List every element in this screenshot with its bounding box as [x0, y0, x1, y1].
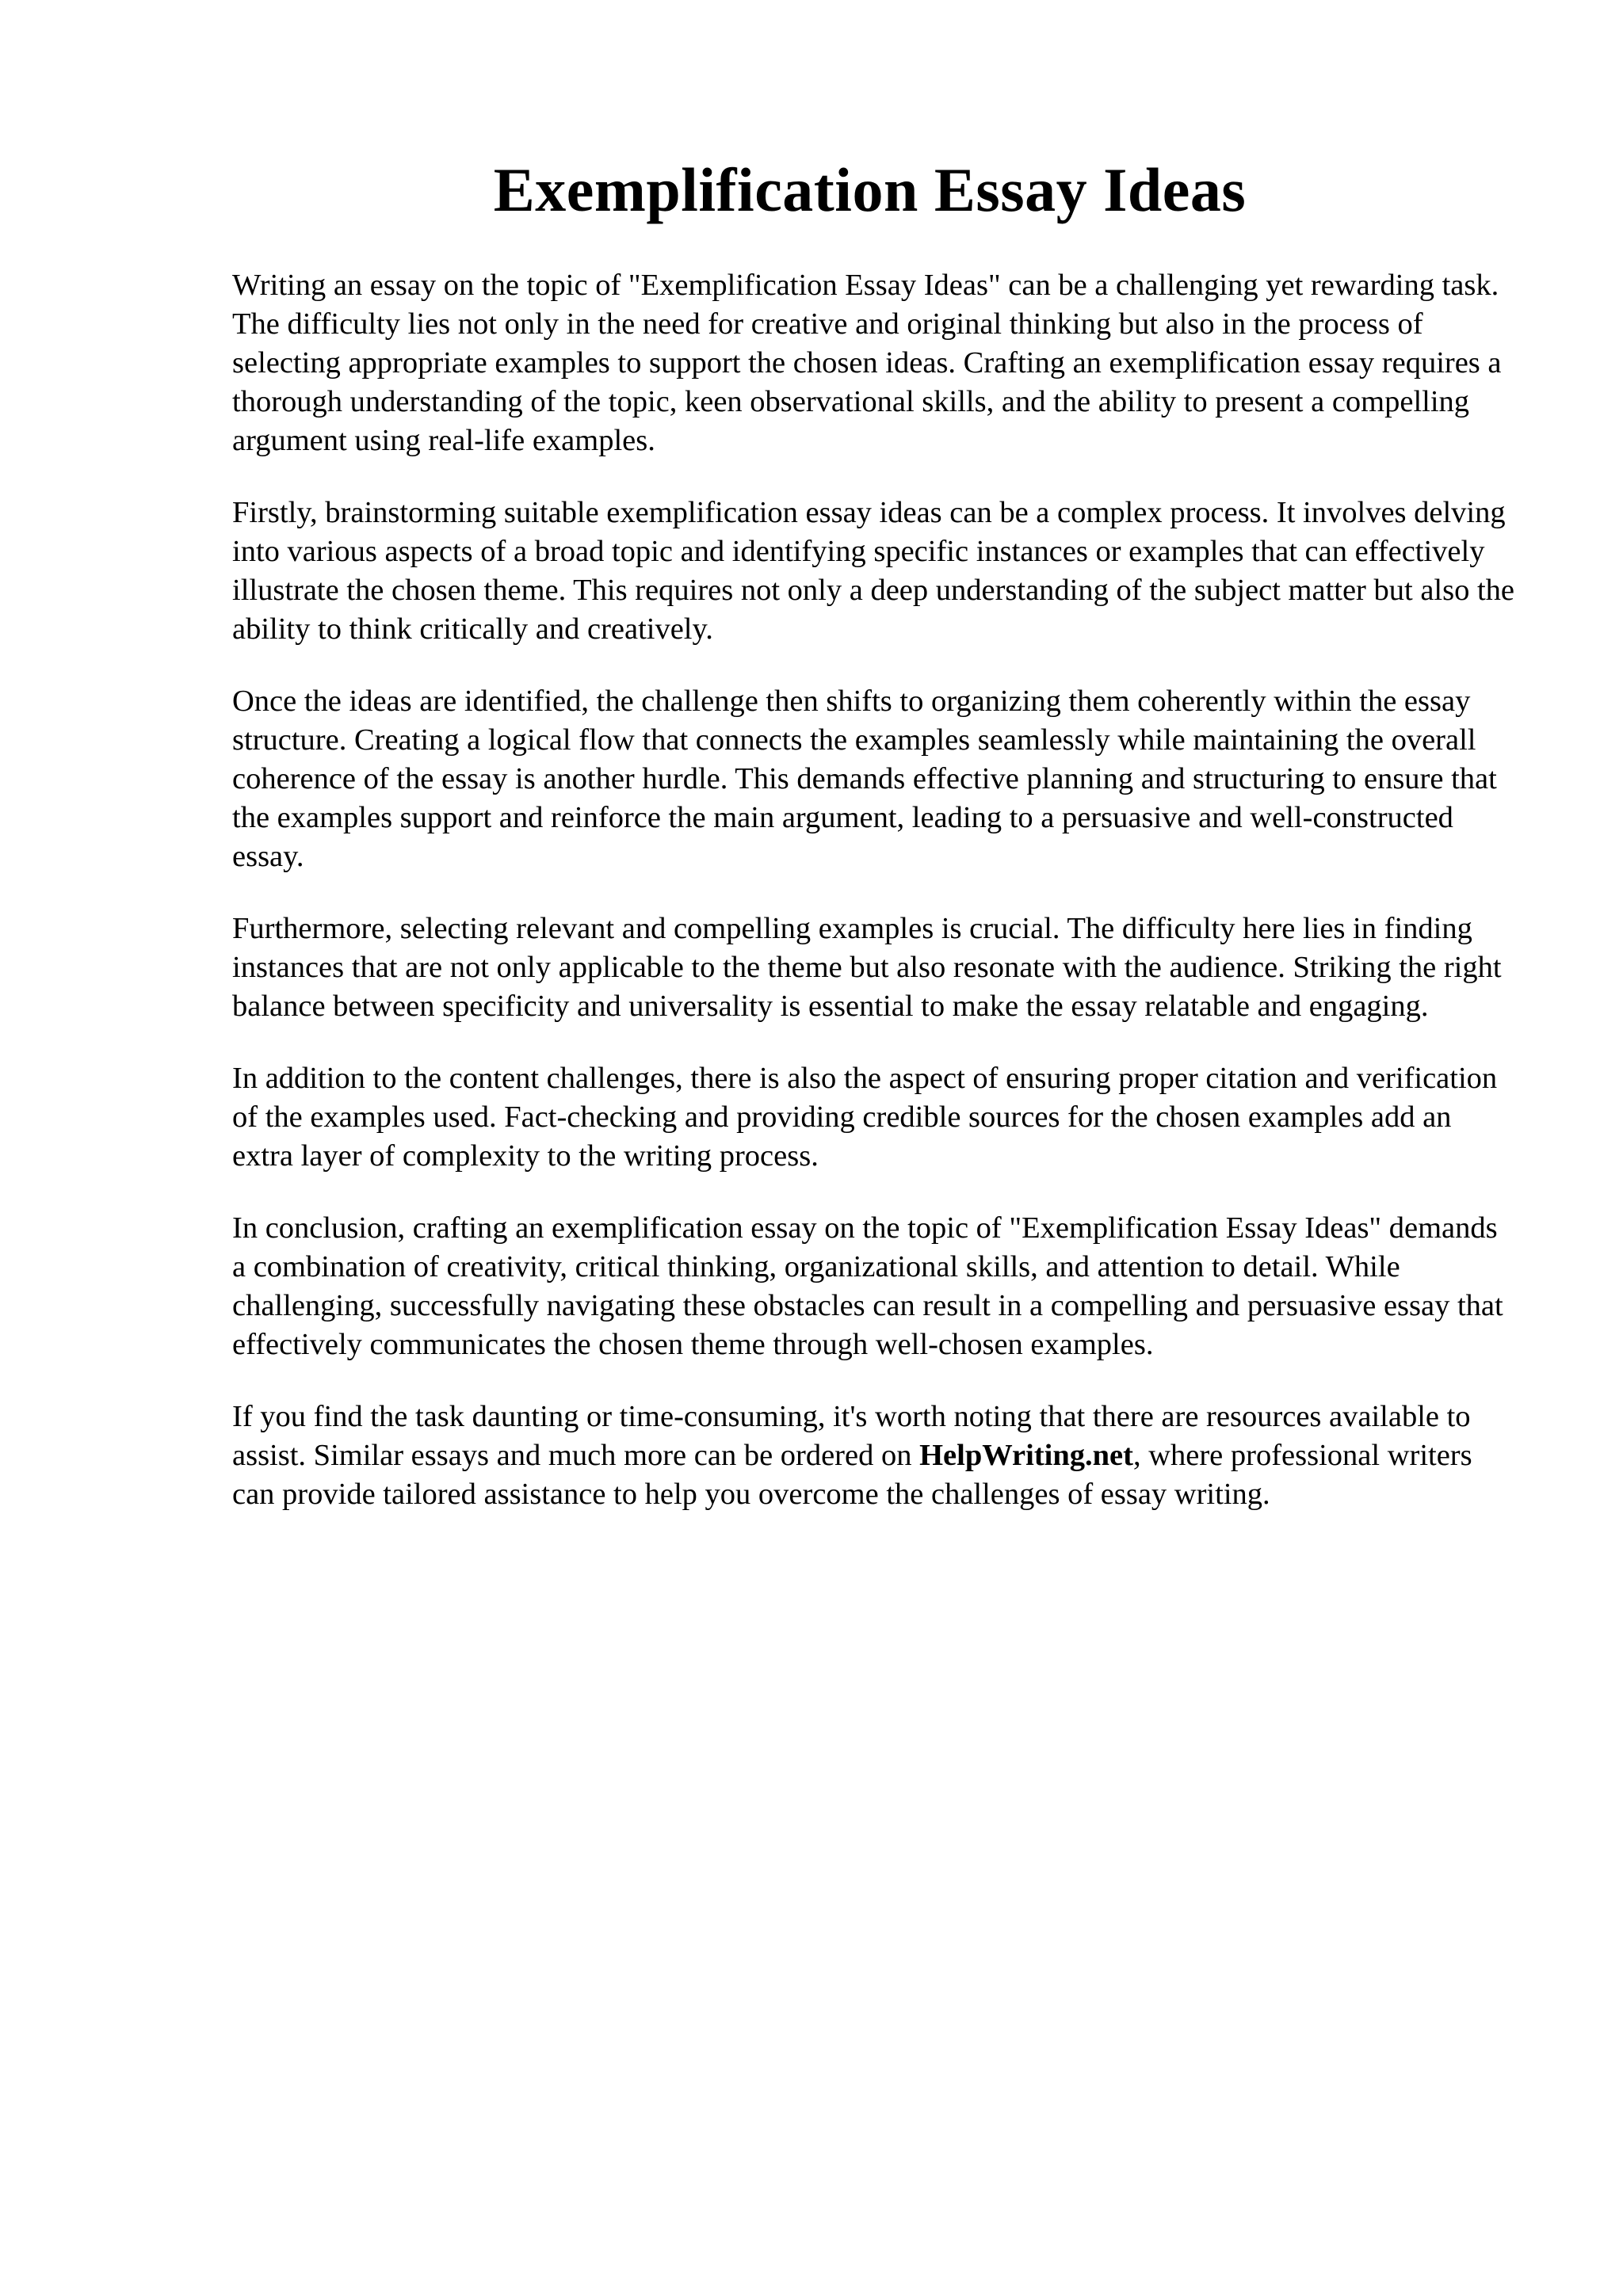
- brand-name: HelpWriting.net: [919, 1439, 1133, 1472]
- paragraph-closing: [232, 1398, 1516, 1514]
- paragraph-intro: Writing an essay on the topic of "Exemplification Essay Ideas" can be a challenging yet rewarding task. The difficulty lies not only in the need for creative and original thinking but also in the process of selecting appropriate examples to support the chosen ideas. Crafting an exemplification essay requires a thorough understanding of the topic, keen observational skills, and the ability to present a compelling argument using real-life examples.: [232, 269, 1502, 457]
- closing-text-after: , where professional writers can provide tailored assistance to help you overcome the challenges of essay writing.: [232, 1439, 1472, 1511]
- closing-text-before: If you find the task daunting or time-consuming, it's worth noting that there are resources available to assist. Similar essays and much more can be ordered on: [232, 1400, 1471, 1472]
- essay-body: [232, 266, 1516, 1547]
- paragraph-organizing: Once the ideas are identified, the challenge then shifts to organizing them coherently within the essay structure. Creating a logical flow that connects the examples seamlessly while maintaining the overall coherence of the essay is another hurdle. This demands effective planning and structuring to ensure that the examples support and reinforce the main argument, leading to a persuasive and well-constructed essay.: [232, 685, 1497, 873]
- paragraph-brainstorming: Firstly, brainstorming suitable exemplification essay ideas can be a complex process. It involves delving into various aspects of a broad topic and identifying specific instances or examples that can effectively illustrate the chosen theme. This requires not only a deep understanding of the subject matter but also the ability to think critically and creatively.: [232, 496, 1514, 646]
- paragraph-selecting-examples: Furthermore, selecting relevant and compelling examples is crucial. The difficulty here lies in finding instances that are not only applicable to the theme but also resonate with the audience. Striking the right balance between specificity and universality is essential to make the essay relatable and engaging.: [232, 912, 1502, 1023]
- paragraph-citation: In addition to the content challenges, there is also the aspect of ensuring proper citation and verification of the examples used. Fact-checking and providing credible sources for the chosen examples add an extra layer of complexity to the writing process.: [232, 1062, 1498, 1173]
- page-title: Exemplification Essay Ideas: [493, 155, 1247, 224]
- paragraph-conclusion: In conclusion, crafting an exemplification essay on the topic of "Exemplification Essay Ideas" demands a combination of creativity, critical thinking, organizational skills, and attention to detail. While challenging, successfully navigating these obstacles can result in a compelling and persuasive essay that effectively communicates the chosen theme through well-chosen examples.: [232, 1211, 1503, 1361]
